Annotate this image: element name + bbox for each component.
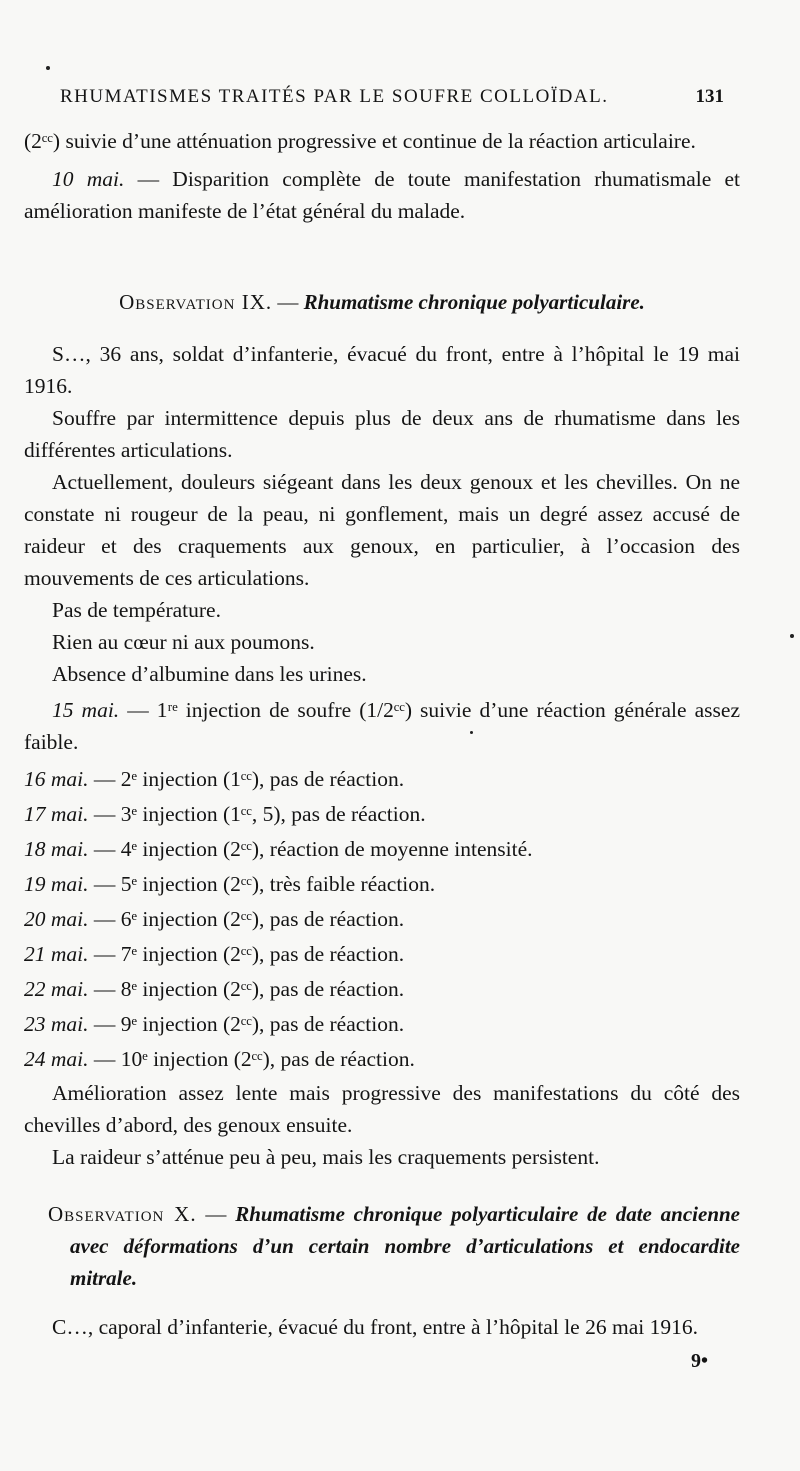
running-head [60,86,724,108]
print-speck [790,634,794,638]
entry-10-mai [24,163,740,227]
entry-text: — 6ᵉ injection (2ᶜᶜ), pas de réaction. [88,907,405,931]
page-number: 131 [695,86,724,107]
entry-date: 18 mai. [24,837,89,861]
injection-entry [24,937,740,972]
entry-text: — 7ᵉ injection (2ᶜᶜ), pas de réaction. [88,942,405,966]
injection-entry [24,762,740,797]
entry-text: — 3ᵉ injection (1ᶜᶜ, 5), pas de réaction. [88,802,426,826]
injection-entry [24,1042,740,1077]
obs10-paragraph: C…, caporal d’infanterie, évacué du front, entre à l’hôpital le 26 mai 1916. [52,1315,698,1339]
entry-text: — 9ᵉ injection (2ᶜᶜ), pas de réaction. [88,1012,405,1036]
entry-date: 16 mai. [24,767,89,791]
obs10-body [24,1311,740,1343]
entry-text: — 1ʳᵉ injection de soufre (1/2ᶜᶜ) suivie d’une réaction générale assez faible. [24,698,740,754]
entry-date: 22 mai. [24,977,89,1001]
obs9-paragraph: Rien au cœur ni aux poumons. [52,630,315,654]
obs9-body [24,338,740,1173]
obs10-title: Rhumatisme chronique polyarticulaire de date ancienne avec déformations d’un certain nombre d’articulations et endocardite mitrale. [70,1202,741,1290]
entry-date: 23 mai. [24,1012,89,1036]
print-speck [46,66,50,70]
injection-entry [24,1007,740,1042]
continuation-block [24,125,740,227]
injection-list [24,762,740,1077]
first-injection-entry [24,694,740,758]
obs9-paragraph: Absence d’albumine dans les urines. [52,662,367,686]
entry-date: 19 mai. [24,872,89,896]
entry-date: 24 mai. [24,1047,89,1071]
obs9-heading [24,286,740,318]
closing-paragraph: Amélioration assez lente mais progressive des manifestations du côté des chevilles d’abord, des genoux ensuite. [24,1081,740,1137]
print-speck [470,731,473,734]
entry-date: 20 mai. [24,907,89,931]
obs10-heading [24,1198,740,1294]
injection-entry [24,797,740,832]
entry-text: — Disparition complète de toute manifestation rhumatismale et amélioration manifeste de l’état général du malade. [24,167,741,223]
obs9-paragraph: Pas de température. [52,598,221,622]
obs9-paragraph: S…, 36 ans, soldat d’infanterie, évacué du front, entre à l’hôpital le 19 mai 1916. [24,342,740,398]
closing-paragraph: La raideur s’atténue peu à peu, mais les craquements persistent. [52,1145,600,1169]
entry-date: 21 mai. [24,942,89,966]
continuation-paragraph: (2ᶜᶜ) suivie d’une atténuation progressive et continue de la réaction articulaire. [24,129,696,153]
obs9-paragraph: Souffre par intermittence depuis plus de deux ans de rhumatisme dans les différentes articulations. [24,406,740,462]
obs10-dash: — [196,1202,236,1226]
obs9-dash: — [272,290,304,314]
entry-text: — 2ᵉ injection (1ᶜᶜ), pas de réaction. [88,767,405,791]
obs9-title: Rhumatisme chronique polyarticulaire. [303,290,645,314]
obs9-paragraph: Actuellement, douleurs siégeant dans les deux genoux et les chevilles. On ne constate ni rougeur de la peau, ni gonflement, mais un degré assez accusé de raideur et des craquements aux genoux, en particulier, à l’occasion des mouvements de ces articulations. [24,470,740,590]
entry-text: — 5ᵉ injection (2ᶜᶜ), très faible réaction. [88,872,436,896]
obs10-heading-line [24,1198,740,1294]
obs10-label: Observation X. [48,1202,197,1226]
running-title: RHUMATISMES TRAITÉS PAR LE SOUFRE COLLOÏDAL. [60,86,609,107]
entry-text: — 8ᵉ injection (2ᶜᶜ), pas de réaction. [88,977,405,1001]
injection-entry [24,972,740,1007]
entry-text: — 10ᵉ injection (2ᶜᶜ), pas de réaction. [88,1047,415,1071]
entry-date: 15 mai. [52,698,120,722]
signature-mark: 9• [690,1350,708,1372]
injection-entry [24,867,740,902]
injection-entry [24,902,740,937]
entry-date: 17 mai. [24,802,89,826]
entry-text: — 4ᵉ injection (2ᶜᶜ), réaction de moyenne intensité. [88,837,533,861]
entry-date: 10 mai. [52,167,125,191]
obs9-label: Observation IX. [119,290,273,314]
injection-entry [24,832,740,867]
